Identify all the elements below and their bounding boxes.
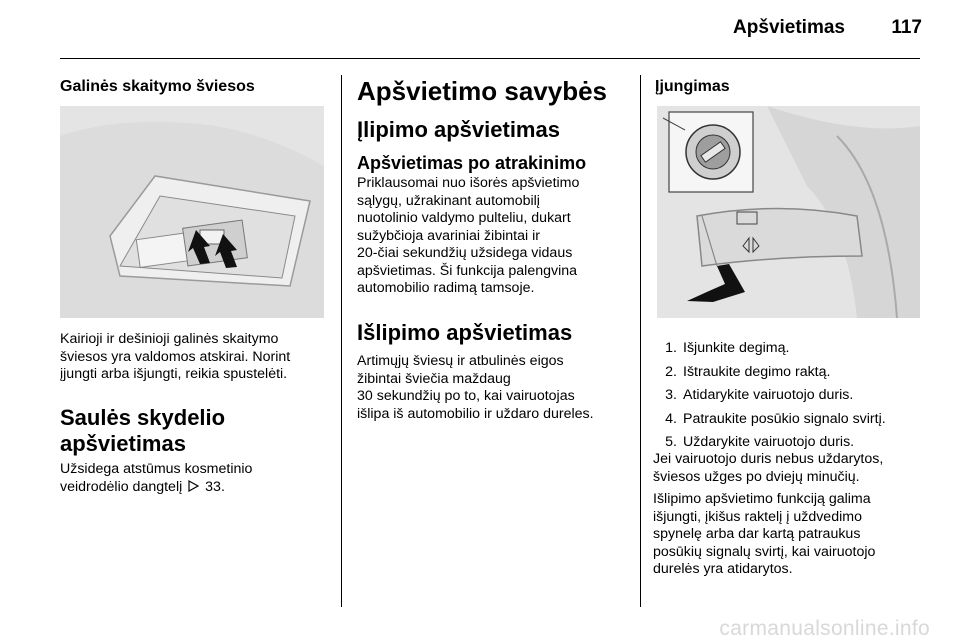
list-item [649,387,921,411]
text-line: žibintai šviečia maždaug [357,370,511,387]
section-heading-sun-visor [60,405,225,457]
text-line: durelės yra atidarytos. [653,561,793,577]
section-heading-entry-lighting: Įlipimo apšvietimas [357,117,560,142]
entry-lighting-description [357,175,627,298]
reading-light-illustration [60,106,324,318]
heading-line: apšvietimas [60,431,186,456]
subheading-unlock-lighting: Apšvietimas po atrakinimo [357,153,587,173]
text-line: išjungti, įkišus raktelį į uždvedimo [653,508,862,525]
text-line [60,479,328,498]
section-heading-activation: Įjungimas [655,78,730,95]
step-number: 4. [665,410,677,427]
list-item [649,340,921,364]
text-line: Išlipimo apšvietimo funkciją galima [653,491,871,507]
page-title: Apšvietimas [733,17,845,38]
step-number: 3. [665,387,677,404]
text-line: Užsidega atstūmus kosmetinio [60,461,253,477]
text-line: sąlygų, užrakinant automobilį [357,192,540,209]
text-line: 20-čiai sekundžių užsidega vidaus [357,245,573,261]
cross-reference-page[interactable]: 33. [205,478,225,495]
reading-lights-description [60,331,328,384]
text-line: posūkių signalų svirtį, kai vairuotojo [653,543,876,560]
sun-visor-description [60,461,328,497]
step-text: Atidarykite vairuotojo duris. [683,387,854,404]
step-text: Uždarykite vairuotojo duris. [683,434,855,451]
watermark: carmanualsonline.info [719,617,930,640]
arrow-triangle-icon [188,480,199,498]
list-item [649,364,921,388]
reading-light-figure [60,106,324,318]
activation-steps-list [649,340,921,458]
list-item [649,411,921,435]
text-line: įjungti arba išjungti, reikia spustelėti. [60,366,288,382]
turn-signal-illustration [657,106,920,318]
text-line: apšvietimas. Ši funkcija palengvina [357,262,578,279]
page-number: 117 [891,17,922,38]
text-line: nuotolinio valdymo pulteliu, dukart [357,210,571,226]
text-line: šviesos užges po dviejų minučių. [653,468,860,485]
text-line: Priklausomai nuo išorės apšvietimo [357,175,580,191]
text-line: Kairioji ir dešinioji galinės skaitymo [60,331,279,347]
text-line: automobilio radimą tamsoje. [357,280,535,296]
disable-note [653,491,923,579]
text-line: išlipa iš automobilio ir uždaro dureles. [357,405,594,422]
section-heading-reading-lights: Galinės skaitymo šviesos [60,78,255,95]
text-line: Artimųjų šviesų ir atbulinės eigos [357,353,564,369]
turn-signal-figure [657,106,920,318]
text-line: šviesos yra valdomos atskirai. Norint [60,348,291,365]
column-divider-2 [640,75,641,607]
heading-line: Saulės skydelio [60,405,226,430]
step-number: 5. [665,434,677,451]
text-line: sužybčioja avariniai žibintai ir [357,227,540,244]
column-divider-1 [341,75,342,607]
step-text: Išjunkite degimą. [683,340,790,356]
text-line: spynelę arba dar kartą patraukus [653,526,861,542]
text-fragment: veidrodėlio dangtelį [60,478,183,495]
header-divider [60,58,920,59]
step-number: 1. [665,340,677,356]
exit-lighting-description [357,353,632,423]
step-text: Patraukite posūkio signalo svirtį. [683,410,886,427]
text-line: 30 sekundžių po to, kai vairuotojas [357,388,575,404]
section-heading-exit-lighting: Išlipimo apšvietimas [357,320,573,345]
text-line: Jei vairuotojo duris nebus uždarytos, [653,451,884,467]
chapter-heading: Apšvietimo savybės [357,76,608,106]
step-number: 2. [665,363,677,380]
step-text: Ištraukite degimo raktą. [683,363,831,380]
auto-off-note [653,451,923,486]
